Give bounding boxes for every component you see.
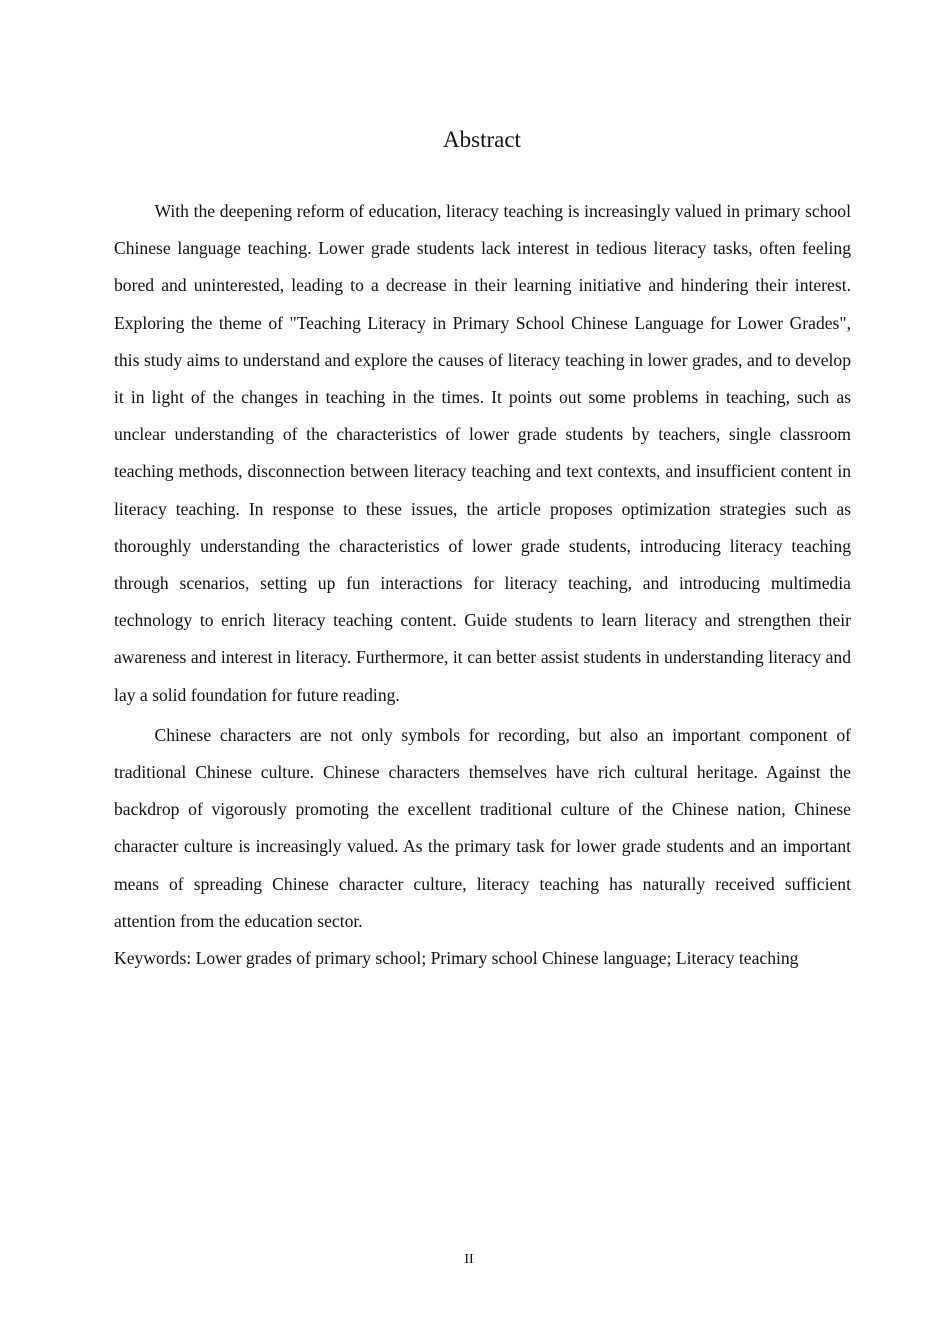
keywords-line: Keywords: Lower grades of primary school; Primary school Chinese language; Literacy teaching — [114, 948, 799, 969]
abstract-paragraph-1: With the deepening reform of education, literacy teaching is increasingly valued in primary school Chinese language teaching. Lower grade students lack interest in tedious literacy tasks, often feeling bored and uninterested, leading to a decrease in their learning initiative and hindering their interest. Exploring the theme of "Teaching Literacy in Primary School Chinese Language for Lower Grades", this study aims to understand and explore the causes of literacy teaching in lower grades, and to develop it in light of the changes in teaching in the times. It points out some problems in teaching, such as unclear understanding of the characteristics of lower grade students by teachers, single classroom teaching methods, disconnection between literacy teaching and text contexts, and insufficient content in literacy teaching. In response to these issues, the article proposes optimization strategies such as thoroughly understanding the characteristics of lower grade students, introducing literacy teaching through scenarios, setting up fun interactions for literacy teaching, and introducing multimedia technology to enrich literacy teaching content. Guide students to learn literacy and strengthen their awareness and interest in literacy. Furthermore, it can better assist students in understanding literacy and lay a solid foundation for future reading. — [114, 201, 851, 705]
abstract-body — [114, 193, 851, 976]
abstract-title: Abstract — [443, 127, 521, 152]
page-number: II — [464, 1252, 474, 1267]
abstract-paragraph-2: Chinese characters are not only symbols for recording, but also an important component of traditional Chinese culture. Chinese characters themselves have rich cultural heritage. Against the backdrop of vigorously promoting the excellent traditional culture of the Chinese nation, Chinese character culture is increasingly valued. As the primary task for lower grade students and an important means of spreading Chinese character culture, literacy teaching has naturally received sufficient attention from the education sector. — [114, 724, 851, 931]
